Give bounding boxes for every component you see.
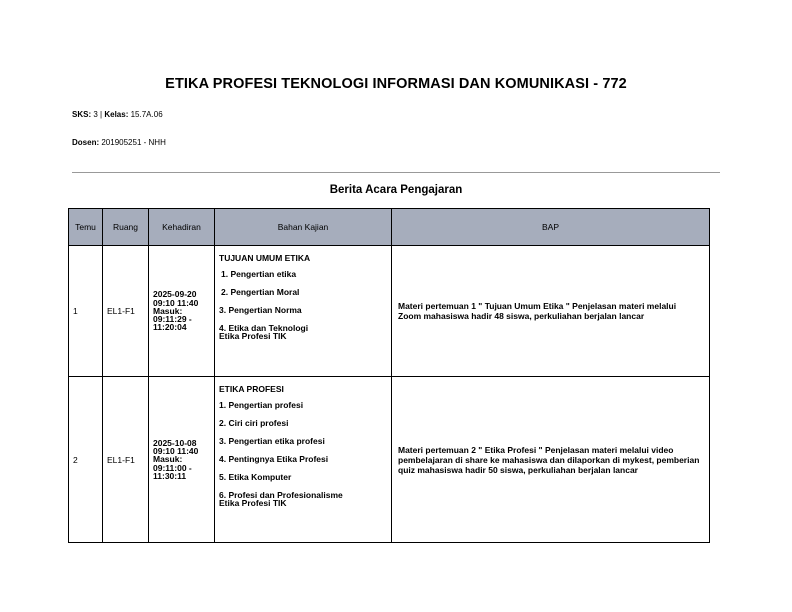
cell-ruang: EL1-F1 (103, 377, 149, 543)
bahan-item: 2. Ciri ciri profesi (219, 418, 289, 428)
cell-ruang: EL1-F1 (103, 246, 149, 377)
kehadiran-date: 2025-09-20 (153, 289, 197, 300)
kelas-label: Kelas: (104, 110, 129, 119)
header-temu: Temu (69, 209, 103, 246)
course-info (72, 110, 163, 119)
header-bahan-kajian: Bahan Kajian (215, 209, 392, 246)
cell-kehadiran (149, 246, 215, 377)
page-title: ETIKA PROFESI TEKNOLOGI INFORMASI DAN KOMUNIKASI - 772 (165, 76, 627, 92)
sks-value: 3 (93, 110, 98, 119)
cell-bahan-kajian (215, 377, 392, 543)
table-header-row (69, 209, 710, 246)
lecturer-info (72, 138, 166, 147)
bap-line: Zoom mahasiswa hadir 48 siswa, perkuliahan berjalan lancar (398, 311, 645, 321)
bahan-item: Etika Profesi TIK (219, 497, 287, 508)
kelas-value: 15.7A.06 (130, 110, 163, 119)
table-row (69, 246, 710, 377)
header-bap: BAP (392, 209, 710, 246)
kehadiran-date: 2025-10-08 (153, 437, 197, 448)
bahan-heading: ETIKA PROFESI (219, 384, 284, 394)
cell-bap (392, 377, 710, 543)
divider (72, 172, 720, 173)
cell-bap (392, 246, 710, 377)
kehadiran-start: 09:11:00 - (153, 462, 192, 473)
bap-table (68, 208, 710, 543)
bahan-item: 3. Pengertian Norma (219, 305, 302, 315)
kehadiran-masuk-label: Masuk: (153, 454, 183, 465)
cell-temu: 2 (69, 377, 103, 543)
cell-kehadiran (149, 377, 215, 543)
header-ruang: Ruang (103, 209, 149, 246)
cell-bahan-kajian (215, 246, 392, 377)
bahan-item: 6. Profesi dan Profesionalisme (219, 490, 343, 500)
header-kehadiran: Kehadiran (149, 209, 215, 246)
bahan-item: 2. Pengertian Moral (221, 287, 300, 297)
sks-label: SKS: (72, 110, 92, 119)
bahan-item: 4. Etika dan Teknologi (219, 323, 309, 333)
bahan-heading: TUJUAN UMUM ETIKA (219, 253, 311, 263)
bahan-item: 5. Etika Komputer (219, 472, 292, 482)
cell-temu: 1 (69, 246, 103, 377)
section-title: Berita Acara Pengajaran (329, 184, 463, 196)
bap-line: Materi pertemuan 1 " Tujuan Umum Etika " Penjelasan materi melalui (398, 301, 677, 311)
bahan-item: 4. Pentingnya Etika Profesi (219, 454, 329, 464)
bap-line: Materi pertemuan 2 " Etika Profesi " Penjelasan materi melalui video (398, 444, 674, 455)
kehadiran-end: 11:20:04 (153, 322, 187, 333)
bahan-item: Etika Profesi TIK (219, 330, 287, 341)
kehadiran-masuk-label: Masuk: (153, 305, 183, 316)
kehadiran-time: 09:10 11:40 (153, 446, 199, 457)
table-row (69, 377, 710, 543)
bap-line: quiz mahasiswa hadir 50 siswa, perkuliahan berjalan lancar (398, 464, 638, 475)
bahan-item: 3. Pengertian etika profesi (219, 436, 325, 446)
kehadiran-start: 09:11:29 - (153, 314, 192, 325)
dosen-label: Dosen: (72, 138, 100, 147)
kehadiran-time: 09:10 11:40 (153, 297, 199, 308)
bahan-item: 1. Pengertian etika (221, 269, 297, 279)
dosen-value: 201905251 - NHH (101, 138, 166, 147)
bahan-item: 1. Pengertian profesi (219, 400, 304, 410)
separator: | (100, 110, 103, 119)
kehadiran-end: 11:30:11 (153, 470, 187, 481)
bap-line: pembelajaran di share ke mahasiswa dan dilaporkan di mykest, pemberian (398, 454, 700, 465)
